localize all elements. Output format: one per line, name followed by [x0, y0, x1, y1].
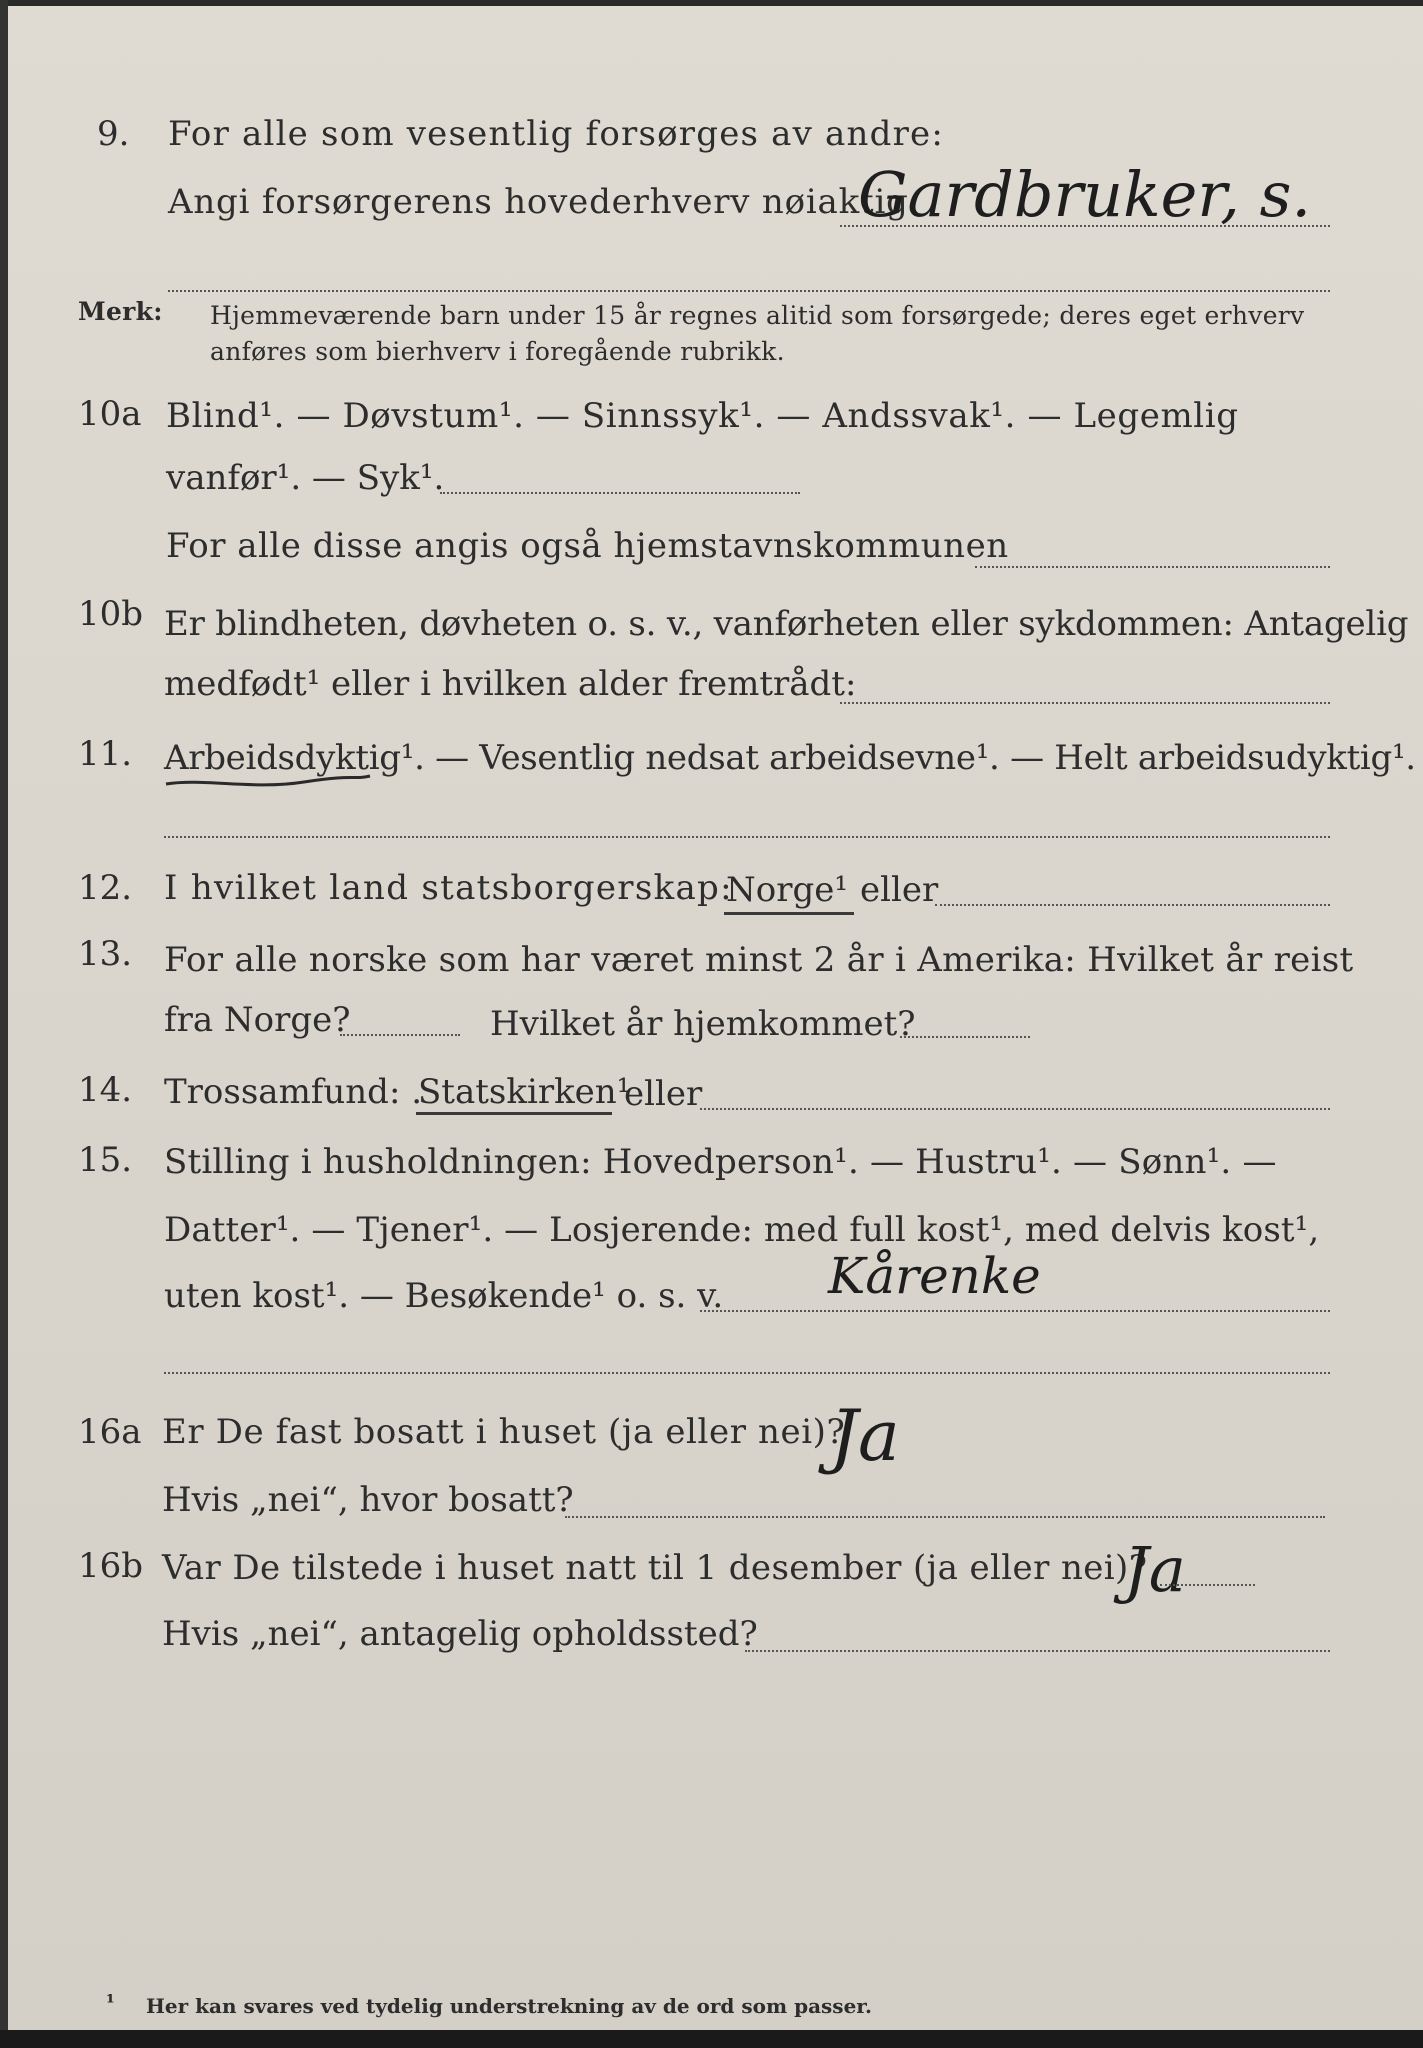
scan-edge-bottom [0, 2030, 1423, 2048]
q9-question-line2: Angi forsørgerens hovederhverv nøiaktig [168, 182, 909, 222]
q12-suffix: eller [860, 870, 939, 910]
q16a-line2: Hvis „nei“, hvor bosatt? [162, 1480, 574, 1520]
q14-statskirken-option: Statskirken¹ [418, 1072, 631, 1112]
q11-underline-mark [164, 772, 374, 794]
merk-line1: Hjemmeværende barn under 15 år regnes alitid som forsørgede; deres eget erhverv [210, 301, 1305, 330]
q14-statskirken-underline [416, 1112, 612, 1115]
q12-norge-option: Norge¹ [726, 870, 848, 910]
q9-number: 9. [97, 114, 130, 154]
q16b-number: 16b [78, 1546, 144, 1586]
q11-number: 11. [78, 734, 133, 774]
q16a-line1: Er De fast bosatt i huset (ja eller nei)? [162, 1412, 846, 1452]
q12-prefix: I hvilket land statsborgerskap: [164, 868, 733, 908]
q13-line2a: fra Norge? [164, 1000, 351, 1040]
scan-edge-left [0, 0, 8, 2048]
q9-extra-line [168, 290, 1330, 292]
q10a-number: 10a [78, 394, 142, 434]
q13-line1: For alle norske som har været minst 2 år i Amerika: Hvilket år reist [164, 940, 1354, 980]
q15-line3: uten kost¹. — Besøkende¹ o. s. v. [164, 1276, 724, 1316]
q16a-handwritten-answer: Ja [830, 1395, 900, 1477]
footnote-mark: ¹ [106, 1990, 115, 2014]
q15-line1: Stilling i husholdningen: Hovedperson¹. — Hustru¹. — Sønn¹. — [164, 1142, 1277, 1182]
q14-number: 14. [78, 1070, 133, 1110]
q10b-line1: Er blindheten, døvheten o. s. v., vanførheten eller sykdommen: Antagelig [164, 604, 1409, 644]
q10b-number: 10b [78, 594, 144, 634]
q13-reist-line [340, 1034, 460, 1036]
q16b-line2: Hvis „nei“, antagelig opholdssted? [162, 1614, 758, 1654]
q14-prefix: Trossamfund: . [164, 1072, 423, 1112]
q9-question-line1: For alle som vesentlig forsørges av andre: [168, 114, 945, 154]
q10a-line3: For alle disse angis også hjemstavnskommunen [166, 526, 1009, 566]
merk-label: Merk: [78, 297, 163, 326]
q10b-answer-line [840, 702, 1330, 704]
q16b-ja-line [1160, 1584, 1255, 1586]
q16a-number: 16a [78, 1412, 142, 1452]
scan-edge-top [0, 0, 1423, 6]
q11-line1: Arbeidsdyktig¹. — Vesentlig nedsat arbeidsevne¹. — Helt arbeidsudyktig¹. [164, 738, 1416, 778]
q13-line2b: Hvilket år hjemkommet? [490, 1004, 916, 1044]
q10a-hjemstavn-line [975, 566, 1330, 568]
q11-answer-line [164, 836, 1330, 838]
q12-norge-underline [724, 912, 854, 915]
q9-handwritten-answer: Gardbruker, s. [858, 158, 1312, 231]
q12-number: 12. [78, 868, 133, 908]
q16b-handwritten-answer: Ja [1124, 1533, 1186, 1606]
q15-line2: Datter¹. — Tjener¹. — Losjerende: med full kost¹, med delvis kost¹, [164, 1210, 1320, 1250]
q14-answer-line [700, 1108, 1330, 1110]
q16b-opholdssted-line [745, 1650, 1330, 1652]
q13-hjemkommet-line [900, 1036, 1030, 1038]
q12-answer-line [935, 904, 1330, 906]
q10a-line2: vanfør¹. — Syk¹. [166, 458, 445, 498]
q15-answer-line [700, 1310, 1330, 1312]
q10a-line1: Blind¹. — Døvstum¹. — Sinnssyk¹. — Andssvak¹. — Legemlig [166, 396, 1239, 436]
q10b-line2: medfødt¹ eller i hvilken alder fremtrådt: [164, 664, 857, 704]
q15-extra-line [164, 1372, 1330, 1374]
q16b-line1: Var De tilstede i huset natt til 1 desember (ja eller nei)? [162, 1548, 1148, 1588]
q15-handwritten-answer: Kårenke [828, 1247, 1041, 1305]
q13-number: 13. [78, 934, 133, 974]
footnote-text: Her kan svares ved tydelig understrekning av de ord som passer. [146, 1994, 872, 2018]
q14-suffix: eller [624, 1074, 703, 1114]
merk-line2: anføres som bierhverv i foregående rubrikk. [210, 337, 785, 366]
q15-number: 15. [78, 1140, 133, 1180]
q16a-bosatt-line [565, 1516, 1325, 1518]
q10a-syk-line [440, 492, 800, 494]
